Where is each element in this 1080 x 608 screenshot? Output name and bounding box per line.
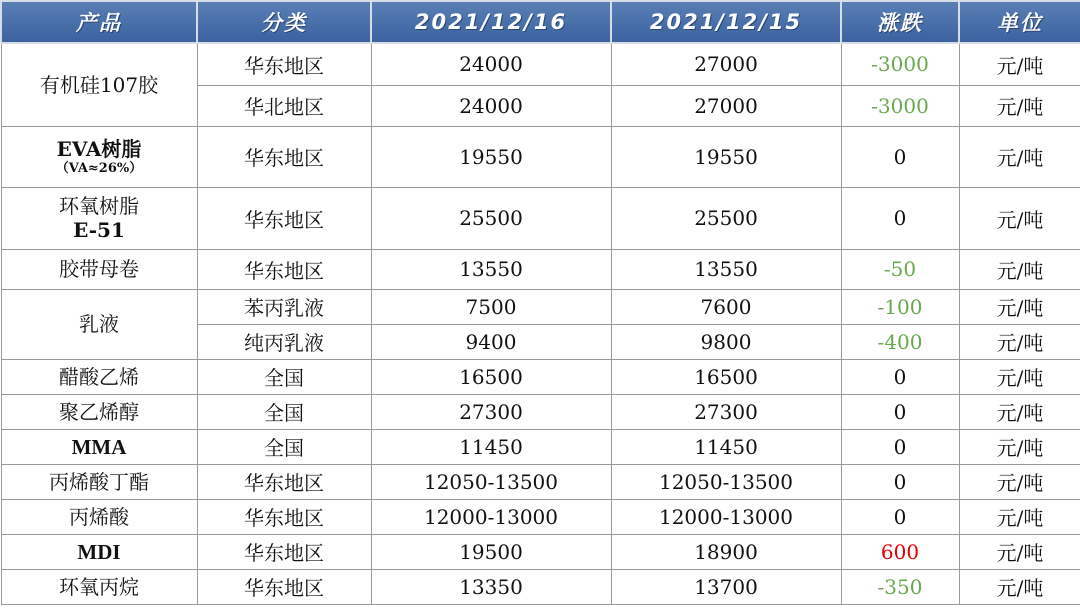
unit-cell: 元/吨 [959,499,1080,534]
price-1216-cell: 12000-13000 [371,499,611,534]
price-1216-cell: 9400 [371,324,611,359]
price-1216-cell: 13350 [371,569,611,604]
table-row [1,499,1080,534]
product-cell: 聚乙烯醇 [1,394,197,429]
unit-cell: 元/吨 [959,324,1080,359]
header-product: 产品 [1,1,197,43]
price-1215-cell: 12050-13500 [611,464,841,499]
change-cell: 0 [841,359,959,394]
change-cell: -3000 [841,85,959,126]
header-date-1216: 2021/12/16 [371,1,611,43]
price-1216-cell: 12050-13500 [371,464,611,499]
price-1216-cell: 27300 [371,394,611,429]
unit-cell: 元/吨 [959,85,1080,126]
region-cell: 苯丙乳液 [197,289,371,324]
change-cell: 0 [841,394,959,429]
region-cell: 全国 [197,359,371,394]
region-cell: 全国 [197,394,371,429]
product-name: EVA树脂 [56,136,142,161]
table-row [1,429,1080,464]
region-cell: 华东地区 [197,569,371,604]
unit-cell: 元/吨 [959,187,1080,249]
price-1215-cell: 11450 [611,429,841,464]
product-cell: 环氧丙烷 [1,569,197,604]
unit-cell: 元/吨 [959,569,1080,604]
region-cell: 华东地区 [197,249,371,289]
unit-cell: 元/吨 [959,43,1080,85]
region-cell: 全国 [197,429,371,464]
unit-cell: 元/吨 [959,249,1080,289]
unit-cell: 元/吨 [959,534,1080,569]
product-cell: 胶带母卷 [1,249,197,289]
header-unit: 单位 [959,1,1080,43]
product-cell: MDI [1,534,197,569]
change-cell: -100 [841,289,959,324]
change-cell: 0 [841,187,959,249]
price-1216-cell: 11450 [371,429,611,464]
table-row [1,289,1080,324]
price-1215-cell: 7600 [611,289,841,324]
unit-cell: 元/吨 [959,429,1080,464]
price-1216-cell: 7500 [371,289,611,324]
table-row [1,569,1080,604]
price-1215-cell: 25500 [611,187,841,249]
unit-cell: 元/吨 [959,464,1080,499]
price-1215-cell: 13550 [611,249,841,289]
table-row [1,464,1080,499]
price-1216-cell: 16500 [371,359,611,394]
table-row [1,534,1080,569]
price-1215-cell: 18900 [611,534,841,569]
unit-cell: 元/吨 [959,289,1080,324]
price-1216-cell: 24000 [371,85,611,126]
region-cell: 华北地区 [197,85,371,126]
product-cell [1,187,197,249]
product-name: 环氧树脂 [59,194,139,218]
table-row [1,187,1080,249]
price-1215-cell: 16500 [611,359,841,394]
price-1216-cell: 19500 [371,534,611,569]
header-row [1,1,1080,43]
change-cell: 0 [841,464,959,499]
unit-cell: 元/吨 [959,359,1080,394]
change-cell: -350 [841,569,959,604]
change-cell: 0 [841,429,959,464]
product-grade: E-51 [73,218,125,242]
price-1215-cell: 27300 [611,394,841,429]
price-1216-cell: 13550 [371,249,611,289]
price-1215-cell: 19550 [611,126,841,187]
change-cell: -3000 [841,43,959,85]
region-cell: 华东地区 [197,126,371,187]
price-1216-cell: 25500 [371,187,611,249]
change-cell: 600 [841,534,959,569]
change-cell: 0 [841,126,959,187]
price-1215-cell: 27000 [611,85,841,126]
product-cell: 醋酸乙烯 [1,359,197,394]
price-1216-cell: 24000 [371,43,611,85]
price-1215-cell: 12000-13000 [611,499,841,534]
header-change: 涨跌 [841,1,959,43]
region-cell: 华东地区 [197,187,371,249]
table-row [1,126,1080,187]
price-1215-cell: 13700 [611,569,841,604]
price-1216-cell: 19550 [371,126,611,187]
price-1215-cell: 9800 [611,324,841,359]
product-cell: 乳液 [1,289,197,359]
product-cell: 丙烯酸丁酯 [1,464,197,499]
table-row [1,394,1080,429]
change-cell: -400 [841,324,959,359]
header-category: 分类 [197,1,371,43]
table-row [1,249,1080,289]
region-cell: 华东地区 [197,534,371,569]
region-cell: 纯丙乳液 [197,324,371,359]
table-row [1,43,1080,85]
region-cell: 华东地区 [197,499,371,534]
unit-cell: 元/吨 [959,394,1080,429]
change-cell: 0 [841,499,959,534]
product-cell [1,43,197,126]
region-cell: 华东地区 [197,43,371,85]
product-name: 有机硅107胶 [39,72,159,97]
change-cell: -50 [841,249,959,289]
header-date-1215: 2021/12/15 [611,1,841,43]
unit-cell: 元/吨 [959,126,1080,187]
price-1215-cell: 27000 [611,43,841,85]
region-cell: 华东地区 [197,464,371,499]
product-cell: 丙烯酸 [1,499,197,534]
product-note: （VA≈26%） [55,160,143,176]
table-row [1,359,1080,394]
product-cell [1,126,197,187]
product-cell: MMA [1,429,197,464]
